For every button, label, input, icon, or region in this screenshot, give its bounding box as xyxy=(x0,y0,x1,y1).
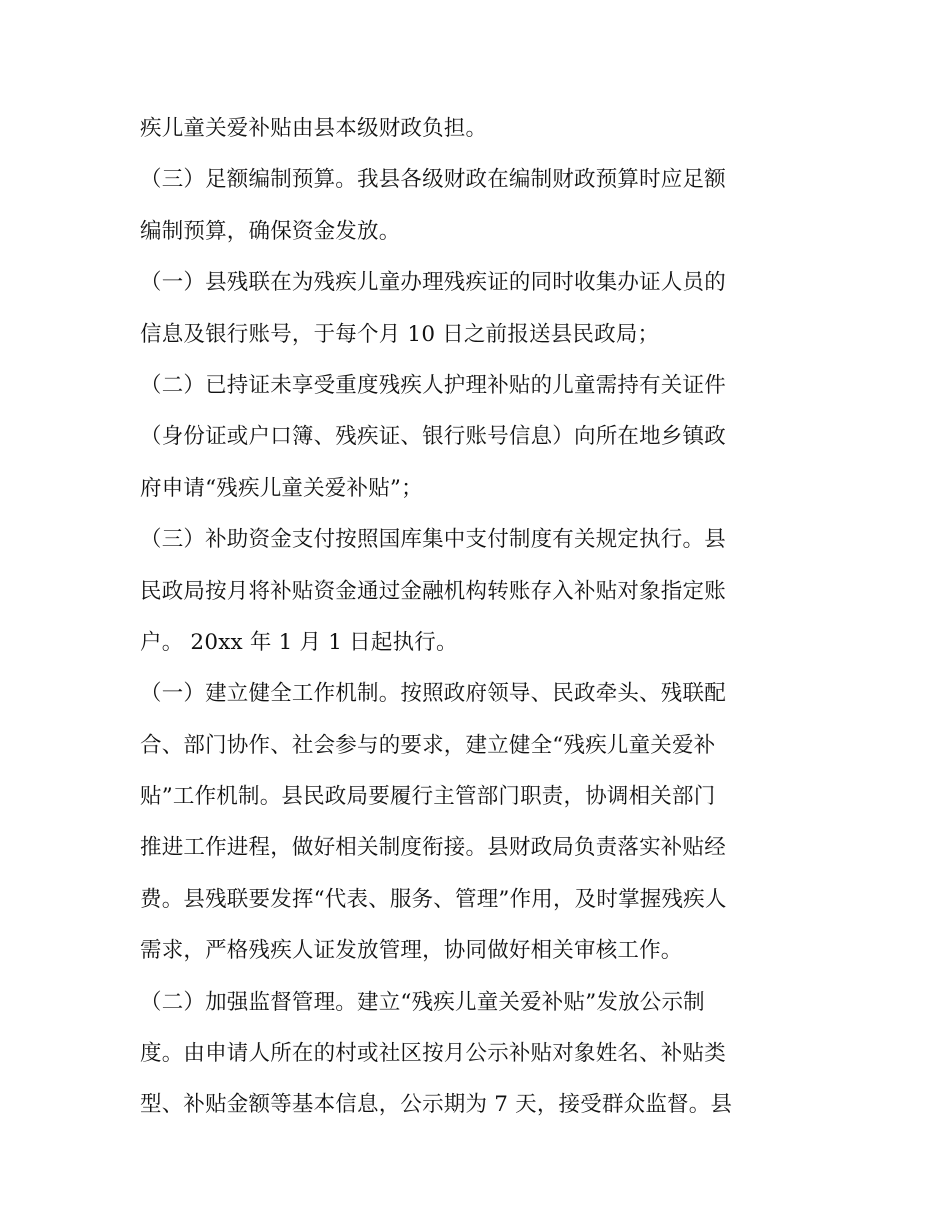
text-line-3: 编制预算，确保资金发放。 xyxy=(140,218,401,244)
text-line-17: 需求，严格残疾人证发放管理，协同做好相关审核工作。 xyxy=(140,938,683,964)
document-body xyxy=(140,103,820,1131)
text-line-8: 府申请“残疾儿童关爱补贴”； xyxy=(140,475,423,501)
text-line-11: 户。 20xx 年 1 月 1 日起执行。 xyxy=(140,629,458,655)
text-line-13: 合、部门协作、社会参与的要求，建立健全“残疾儿童关爱补 xyxy=(140,732,716,758)
text-line-10: 民政局按月将补贴资金通过金融机构转账存入补贴对象指定账 xyxy=(140,578,726,604)
text-line-18: （二）加强监督管理。建立“残疾儿童关爱补贴”发放公示制 xyxy=(140,989,705,1015)
text-line-1: 疾儿童关爱补贴由县本级财政负担。 xyxy=(140,116,488,141)
text-line-5: 信息及银行账号，于每个月 10 日之前报送县民政局； xyxy=(140,321,660,347)
text-line-7: （身份证或户口簿、残疾证、银行账号信息）向所在地乡镇政 xyxy=(140,424,726,450)
text-line-15: 推进工作进程，做好相关制度衔接。县财政局负责落实补贴经 xyxy=(140,835,726,861)
text-line-12: （一）建立健全工作机制。按照政府领导、民政牵头、残联配 xyxy=(140,681,726,707)
text-line-2: （三）足额编制预算。我县各级财政在编制财政预算时应足额 xyxy=(140,167,726,193)
text-line-4: （一）县残联在为残疾儿童办理残疾证的同时收集办证人员的 xyxy=(140,270,726,296)
text-line-9: （三）补助资金支付按照国库集中支付制度有关规定执行。县 xyxy=(140,527,726,553)
text-line-6: （二）已持证未享受重度残疾人护理补贴的儿童需持有关证件 xyxy=(140,372,726,398)
text-line-19: 度。由申请人所在的村或社区按月公示补贴对象姓名、补贴类 xyxy=(140,1041,726,1067)
text-line-16: 费。县残联要发挥“代表、服务、管理”作用，及时掌握残疾人 xyxy=(140,886,727,912)
text-line-20: 型、补贴金额等基本信息，公示期为 7 天，接受群众监督。县 xyxy=(140,1092,733,1118)
text-line-14: 贴”工作机制。县民政局要履行主管部门职责，协调相关部门 xyxy=(140,784,716,810)
